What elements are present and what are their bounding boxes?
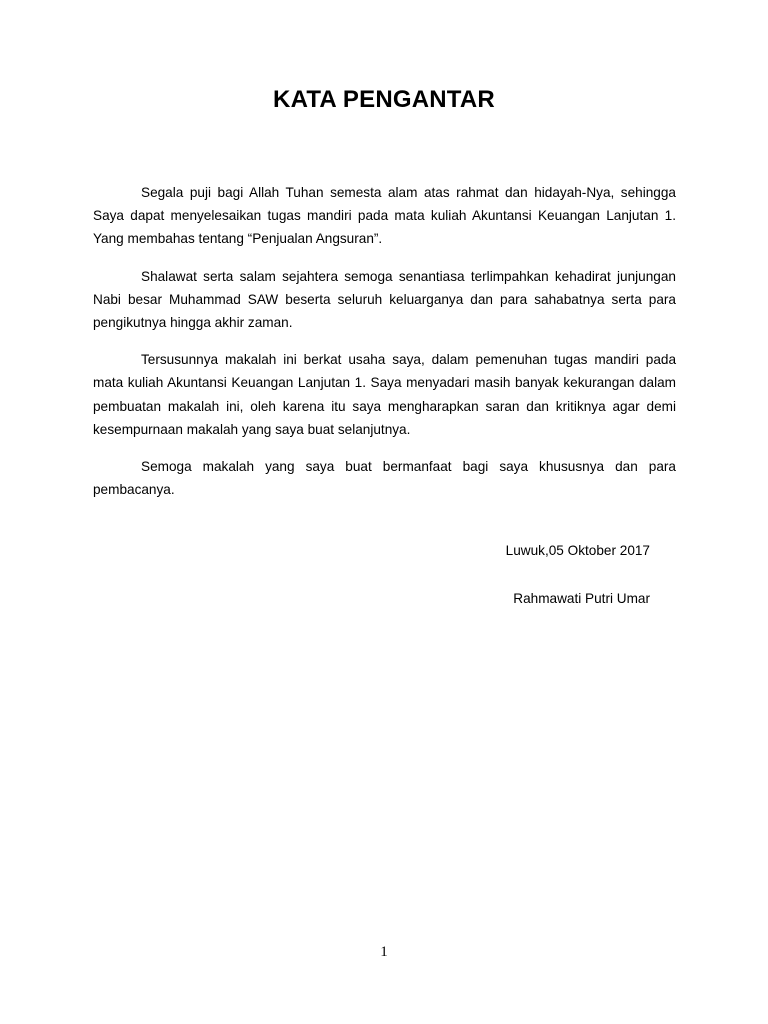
signature-block <box>500 541 650 609</box>
paragraph-praise: Segala puji bagi Allah Tuhan semesta alam atas rahmat dan hidayah-Nya, sehingga Saya dapat menyelesaikan tugas mandiri pada mata kuliah Akuntansi Keuangan Lanjutan 1. Yang membahas tentang “Penjualan Angsuran”. <box>93 185 676 247</box>
foreword-body <box>93 181 676 515</box>
place-date: Luwuk,05 Oktober 2017 <box>505 543 650 558</box>
page-number: 1 <box>380 944 388 960</box>
page-title: KATA PENGANTAR <box>273 86 495 113</box>
signer-name: Rahmawati Putri Umar <box>513 591 650 606</box>
paragraph-acknowledgement: Tersusunnya makalah ini berkat usaha saya, dalam pemenuhan tugas mandiri pada mata kuliah Akuntansi Keuangan Lanjutan 1. Saya menyadari masih banyak kekurangan dalam pembuatan makalah ini, oleh karena itu saya mengharapkan saran dan kritiknya agar demi kesempurnaan makalah yang saya buat selanjutnya. <box>93 352 676 437</box>
paragraph-salawat: Shalawat serta salam sejahtera semoga senantiasa terlimpahkan kehadirat junjungan Nabi besar Muhammad SAW beserta seluruh keluarganya dan para sahabatnya serta para pengikutnya hingga akhir zaman. <box>93 268 676 331</box>
paragraph-closing: Semoga makalah yang saya buat bermanfaat bagi saya khususnya dan para pembacanya. <box>93 459 676 498</box>
